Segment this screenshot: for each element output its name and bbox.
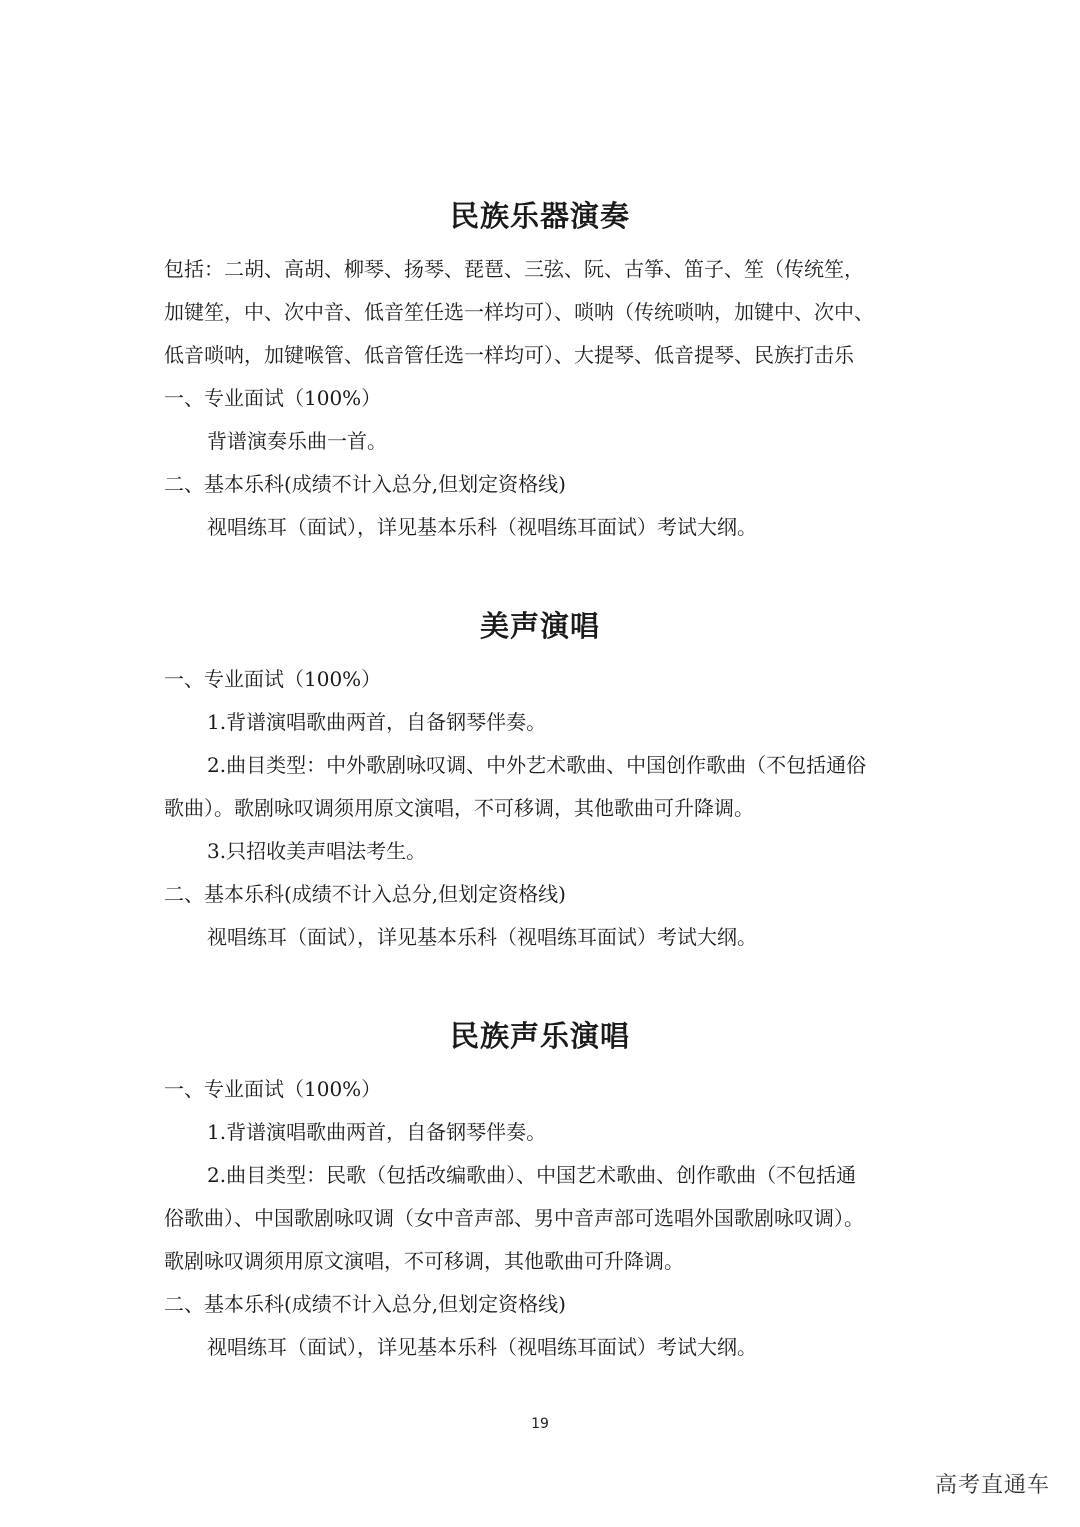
paragraph-line: 歌剧咏叹调须用原文演唱，不可移调，其他歌曲可升降调。 [164,1249,684,1273]
page-number: 19 [531,1416,549,1432]
paragraph-line: 包括：二胡、高胡、柳琴、扬琴、琵琶、三弦、阮、古筝、笛子、笙（传统笙， [164,257,864,281]
paragraph-line: 俗歌曲）、中国歌剧咏叹调（女中音声部、男中音声部可选唱外国歌剧咏叹调）。 [164,1206,864,1230]
paragraph-line: 低音唢呐，加键喉管、低音管任选一样均可）、大提琴、低音提琴、民族打击乐 [164,343,854,367]
subheading-basic-music: 二、基本乐科(成绩不计入总分,但划定资格线) [164,882,566,906]
paragraph-line: 加键笙，中、次中音、低音笙任选一样均可）、唢呐（传统唢呐，加键中、次中、 [164,300,874,324]
paragraph-line: 背谱演奏乐曲一首。 [207,429,387,453]
section-folk-instrument [164,196,924,549]
paragraph-line: 歌曲）。歌剧咏叹调须用原文演唱，不可移调，其他歌曲可升降调。 [164,796,754,820]
paragraph-line: 1.背谱演唱歌曲两首，自备钢琴伴奏。 [207,710,547,734]
paragraph-line: 视唱练耳（面试），详见基本乐科（视唱练耳面试）考试大纲。 [207,1335,757,1359]
section-bel-canto [164,606,924,959]
subheading-basic-music: 二、基本乐科(成绩不计入总分,但划定资格线) [164,1292,566,1316]
section-title: 民族声乐演唱 [449,1019,630,1053]
watermark: 高考直通车 [934,1473,1050,1498]
paragraph-line: 视唱练耳（面试），详见基本乐科（视唱练耳面试）考试大纲。 [207,925,757,949]
subheading-interview: 一、专业面试（100%） [164,386,382,410]
subheading-basic-music: 二、基本乐科(成绩不计入总分,但划定资格线) [164,472,566,496]
subheading-interview: 一、专业面试（100%） [164,667,382,691]
paragraph-line: 视唱练耳（面试），详见基本乐科（视唱练耳面试）考试大纲。 [207,515,757,539]
section-title: 美声演唱 [479,609,600,643]
paragraph-line: 3.只招收美声唱法考生。 [207,839,427,863]
subheading-interview: 一、专业面试（100%） [164,1077,382,1101]
paragraph-line: 2.曲目类型：中外歌剧咏叹调、中外艺术歌曲、中国创作歌曲（不包括通俗 [207,753,867,777]
paragraph-line: 1.背谱演唱歌曲两首，自备钢琴伴奏。 [207,1120,547,1144]
section-folk-vocal [164,1016,924,1369]
section-title: 民族乐器演奏 [449,199,630,233]
paragraph-line: 2.曲目类型：民歌（包括改编歌曲）、中国艺术歌曲、创作歌曲（不包括通 [207,1163,857,1187]
